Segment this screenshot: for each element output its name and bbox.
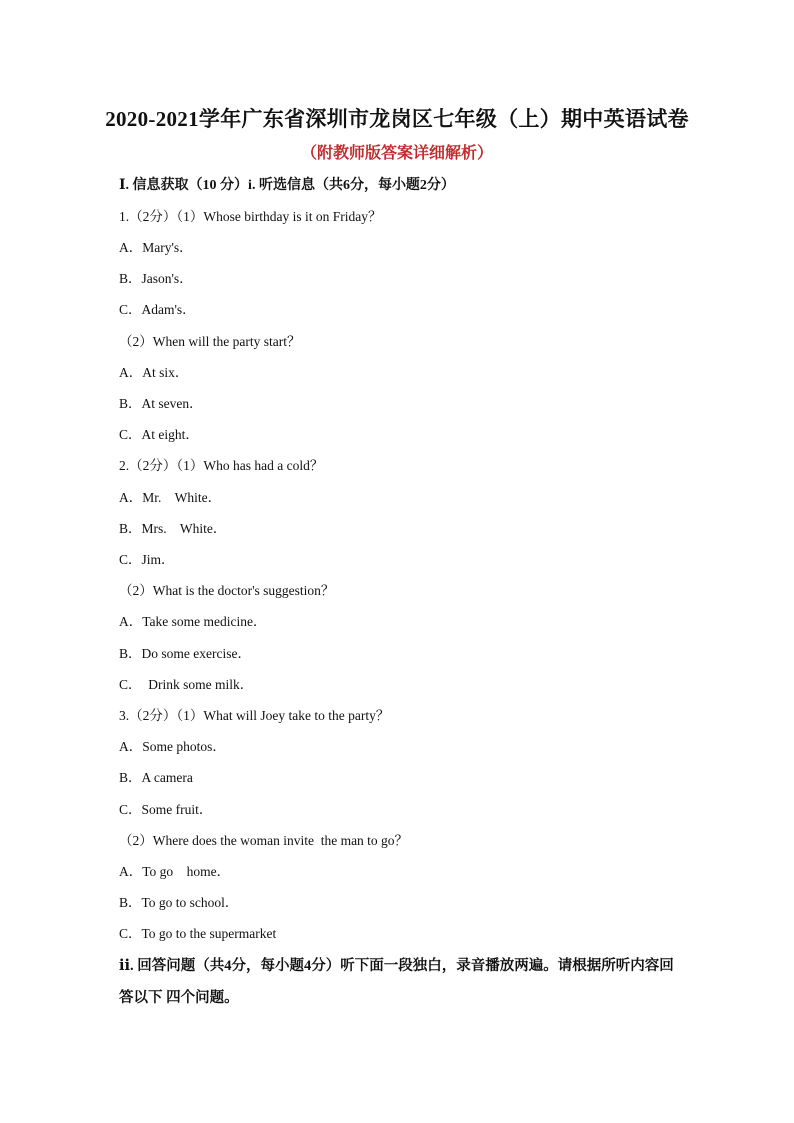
section-2-heading: ⅱ. 回答问题（共4分，每小题4分）听下面一段独白，录音播放两遍。请根据所听内容回答以下 四个问题。 <box>119 958 674 1006</box>
question-2-2-stem: （2）What is the doctor's suggestion？ <box>119 583 335 598</box>
question-2-2-option-c: C． Drink some milk． <box>119 677 254 692</box>
question-1-2-option-b: B．At seven． <box>119 396 203 411</box>
question-3-1-option-a: A．Some photos． <box>119 739 226 754</box>
question-2-1-option-b: B．Mrs. White． <box>119 521 227 536</box>
question-2-1-option-c: C．Jim． <box>119 552 175 567</box>
question-3-2-option-b: B．To go to school． <box>119 895 239 910</box>
question-2-1-stem: 2.（2分）（1）Who has had a cold？ <box>119 458 324 473</box>
question-1-1-option-b: B．Jason's． <box>119 271 193 286</box>
question-3-1-option-b: B．A camera <box>119 770 193 785</box>
question-2-2-option-b: B．Do some exercise． <box>119 646 251 661</box>
question-3-1-option-c: C．Some fruit． <box>119 802 213 817</box>
question-1-2-option-a: A．At six． <box>119 365 189 380</box>
page-subtitle: （附教师版答案详细解析） <box>300 145 493 162</box>
question-1-1-option-a: A．Mary's． <box>119 240 193 255</box>
question-3-2-option-c: C．To go to the supermarket <box>119 926 277 941</box>
question-1-2-option-c: C．At eight． <box>119 427 199 442</box>
section-1-heading: Ⅰ. 信息获取（10 分）i. 听选信息（共6分，每小题2分） <box>119 178 455 193</box>
page-title: 2020-2021学年广东省深圳市龙岗区七年级（上）期中英语试卷 <box>105 107 689 131</box>
question-1-1-stem: 1.（2分）（1）Whose birthday is it on Friday？ <box>119 209 382 224</box>
question-3-1-stem: 3.（2分）（1）What will Joey take to the party？ <box>119 708 390 723</box>
question-2-2-option-a: A．Take some medicine． <box>119 614 267 629</box>
question-1-2-stem: （2）When will the party start？ <box>119 334 301 349</box>
question-2-1-option-a: A．Mr. White． <box>119 490 222 505</box>
question-1-1-option-c: C．Adam's． <box>119 302 196 317</box>
question-3-2-stem: （2）Where does the woman invite the man to go？ <box>119 833 409 848</box>
question-3-2-option-a: A．To go home． <box>119 864 231 879</box>
